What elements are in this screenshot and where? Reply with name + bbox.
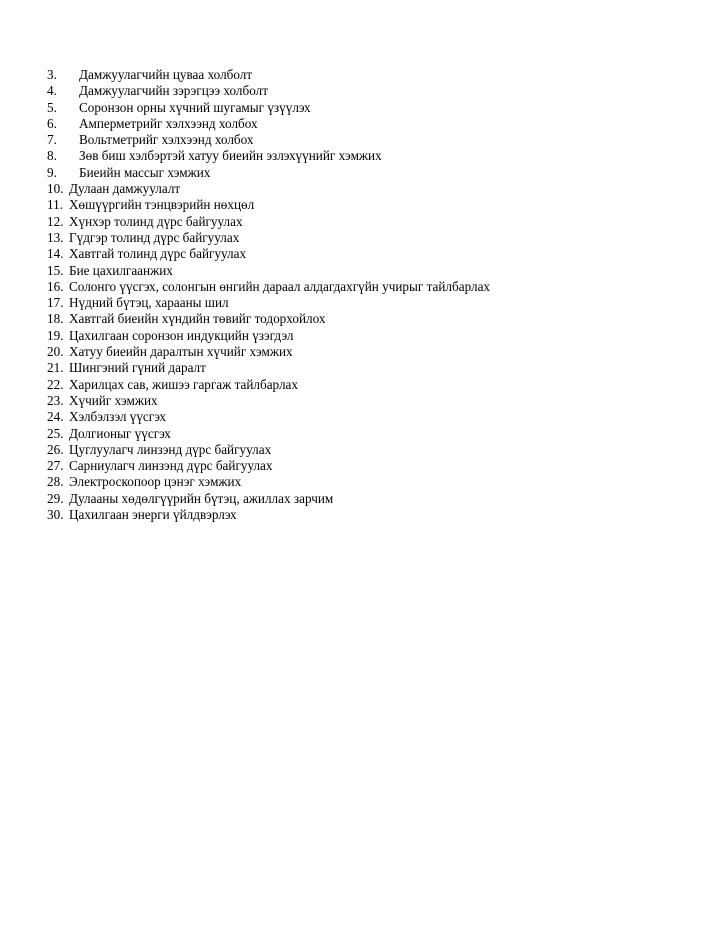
item-number: 12. xyxy=(47,213,64,229)
numbered-list xyxy=(47,67,490,523)
list-item xyxy=(47,344,490,360)
item-number: 26. xyxy=(47,441,64,457)
item-text: Бие цахилгаанжих xyxy=(69,262,173,278)
item-number: 21. xyxy=(47,360,64,376)
item-number: 5. xyxy=(47,99,57,115)
item-text: Хүнхэр толинд дүрс байгуулах xyxy=(69,213,243,229)
list-item xyxy=(47,491,490,507)
item-number: 19. xyxy=(47,327,64,343)
item-text: Соронзон орны хүчний шугамыг үзүүлэх xyxy=(79,99,311,115)
item-text: Гүдгэр толинд дүрс байгуулах xyxy=(69,229,240,245)
item-text: Солонго үүсгэх, солонгын өнгийн дараал алдагдахгүйн учирыг тайлбарлах xyxy=(69,278,491,294)
list-item xyxy=(47,507,490,523)
list-item xyxy=(47,409,490,425)
list-item xyxy=(47,393,490,409)
list-item xyxy=(47,279,490,295)
item-text: Цахилгаан соронзон индукцийн үзэгдэл xyxy=(69,327,294,343)
list-item xyxy=(47,263,490,279)
list-item xyxy=(47,132,490,148)
item-number: 15. xyxy=(47,262,64,278)
item-text: Цуглуулагч линзэнд дүрс байгуулах xyxy=(69,441,272,457)
item-text: Биеийн массыг хэмжих xyxy=(79,164,211,180)
item-number: 25. xyxy=(47,425,64,441)
item-number: 30. xyxy=(47,507,64,523)
item-number: 27. xyxy=(47,458,64,474)
item-text: Хавтгай биеийн хүндийн төвийг тодорхойлох xyxy=(69,311,326,327)
list-item xyxy=(47,311,490,327)
item-number: 29. xyxy=(47,490,64,506)
item-number: 24. xyxy=(47,409,64,425)
list-item xyxy=(47,100,490,116)
list-item xyxy=(47,148,490,164)
item-number: 8. xyxy=(47,148,57,164)
item-number: 9. xyxy=(47,164,57,180)
list-item xyxy=(47,165,490,181)
list-item xyxy=(47,328,490,344)
list-item xyxy=(47,83,490,99)
item-text: Дамжуулагчийн цуваа холболт xyxy=(79,67,253,82)
list-item xyxy=(47,295,490,311)
item-number: 4. xyxy=(47,83,57,99)
item-text: Хавтгай толинд дүрс байгуулах xyxy=(69,246,247,262)
item-text: Хэлбэлзэл үүсгэх xyxy=(69,409,166,425)
item-number: 23. xyxy=(47,392,64,408)
item-number: 3. xyxy=(47,67,57,82)
item-text: Зөв биш хэлбэртэй хатуу биеийн эзлэхүүнийг хэмжих xyxy=(79,148,382,164)
item-number: 14. xyxy=(47,246,64,262)
item-text: Дулаан дамжуулалт xyxy=(69,181,181,197)
item-number: 13. xyxy=(47,229,64,245)
item-text: Дамжуулагчийн зэрэгцээ холболт xyxy=(79,83,268,99)
list-item xyxy=(47,246,490,262)
item-text: Хатуу биеийн даралтын хүчийг хэмжих xyxy=(69,344,293,360)
item-text: Дулааны хөдөлгүүрийн бүтэц, ажиллах зарчим xyxy=(69,490,334,506)
list-item xyxy=(47,442,490,458)
list-item xyxy=(47,214,490,230)
item-text: Нүдний бүтэц, харааны шил xyxy=(69,295,229,311)
item-number: 20. xyxy=(47,344,64,360)
list-item xyxy=(47,67,490,83)
item-text: Хөшүүргийн тэнцвэрийн нөхцөл xyxy=(69,197,255,213)
item-text: Хүчийг хэмжих xyxy=(69,392,158,408)
list-item xyxy=(47,458,490,474)
item-number: 6. xyxy=(47,115,57,131)
item-number: 22. xyxy=(47,376,64,392)
list-item xyxy=(47,360,490,376)
item-number: 28. xyxy=(47,474,64,490)
item-number: 7. xyxy=(47,132,57,148)
item-text: Амперметрийг хэлхээнд холбох xyxy=(79,115,258,131)
list-item xyxy=(47,116,490,132)
item-text: Цахилгаан энерги үйлдвэрлэх xyxy=(69,507,237,523)
item-number: 18. xyxy=(47,311,64,327)
list-item xyxy=(47,377,490,393)
list-item xyxy=(47,181,490,197)
list-item xyxy=(47,230,490,246)
item-text: Харилцах сав, жишээ гаргаж тайлбарлах xyxy=(69,376,298,392)
item-text: Вольтметрийг хэлхээнд холбох xyxy=(79,132,254,148)
item-number: 11. xyxy=(47,197,63,213)
item-number: 16. xyxy=(47,278,64,294)
list-item xyxy=(47,197,490,213)
item-number: 17. xyxy=(47,295,64,311)
item-text: Шингэний гүний даралт xyxy=(69,360,206,376)
item-text: Сарниулагч линзэнд дүрс байгуулах xyxy=(69,458,273,474)
item-text: Электроскопоор цэнэг хэмжих xyxy=(69,474,242,490)
item-number: 10. xyxy=(47,181,64,197)
list-item xyxy=(47,426,490,442)
list-item xyxy=(47,474,490,490)
item-text: Долгионыг үүсгэх xyxy=(69,425,171,441)
